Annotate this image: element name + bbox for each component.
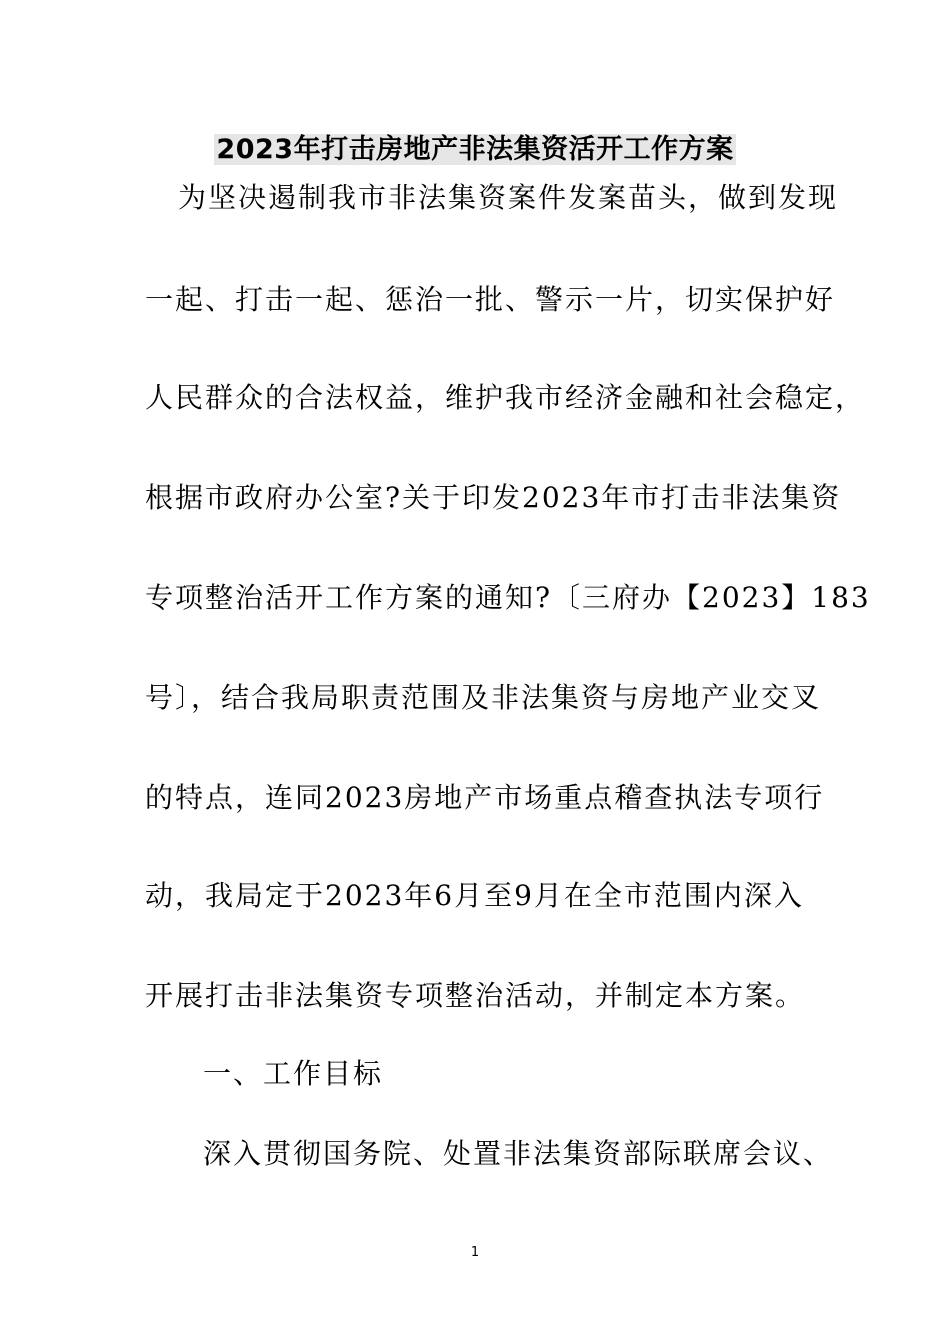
section-body-line: 深入贯彻国务院、处置非法集资部际联席会议、 [203, 1137, 834, 1170]
body-line-4: 根据市政府办公室?关于印发2023年市打击非法集资 [145, 481, 842, 514]
section-heading: 一、工作目标 [203, 1057, 384, 1090]
body-line-9: 开展打击非法集资专项整治活动，并制定本方案。 [145, 979, 806, 1012]
body-line-7: 的特点，连同2023房地产市场重点稽查执法专项行 [145, 781, 825, 814]
body-line-3: 人民群众的合法权益，维护我市经济金融和社会稳定， [145, 381, 866, 414]
document-title-text: 2023年打击房地产非法集资活开工作方案 [216, 134, 734, 165]
page-number: 1 [470, 1245, 480, 1260]
body-line-2: 一起、打击一起、惩治一批、警示一片，切实保护好 [145, 283, 836, 316]
body-line-1: 为坚决遏制我市非法集资案件发案苗头，做到发现 [178, 181, 839, 214]
body-line-8: 动，我局定于2023年6月至9月在全市范围内深入 [145, 879, 804, 912]
body-line-6: 号〕，结合我局职责范围及非法集资与房地产业交叉 [145, 681, 822, 714]
body-line-5: 专项整治活开工作方案的通知?〔三府办【2023】183 [145, 581, 871, 614]
document-title [0, 128, 950, 172]
